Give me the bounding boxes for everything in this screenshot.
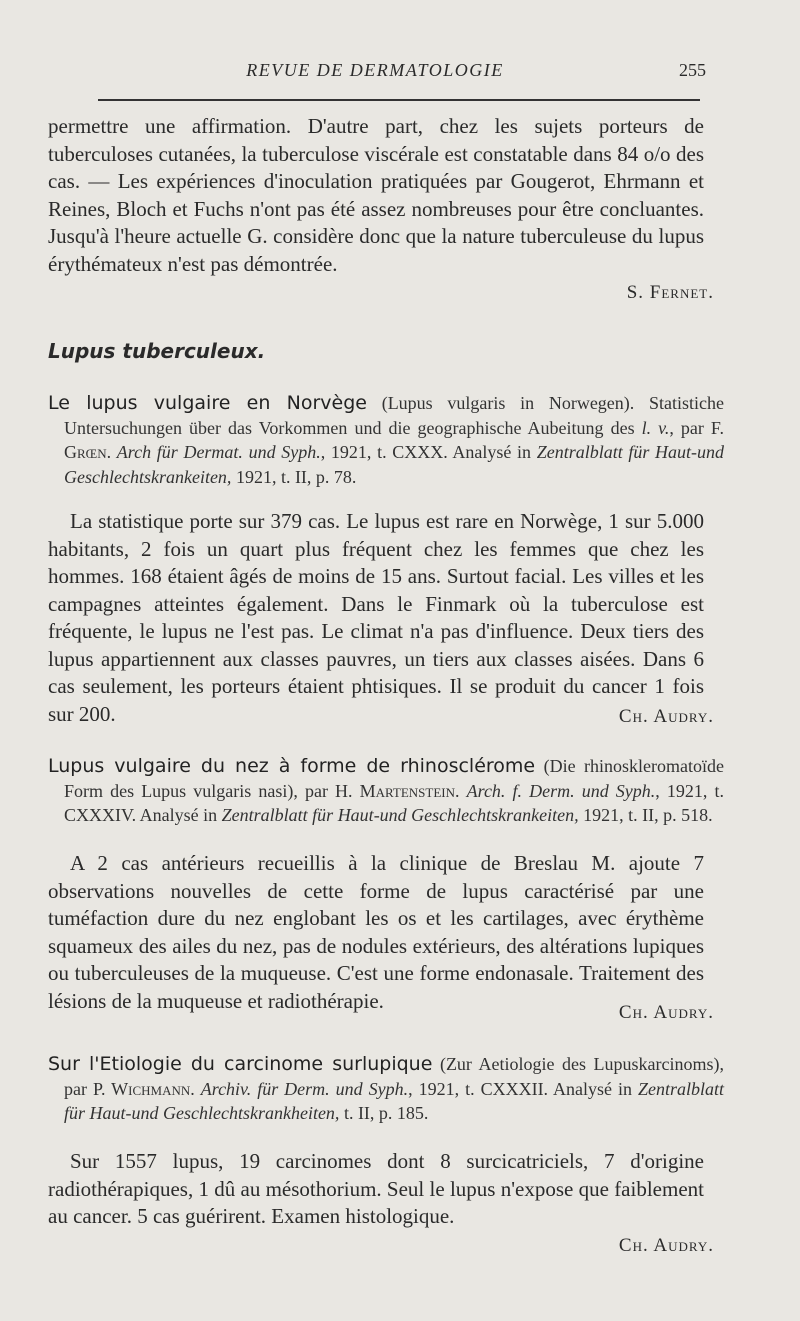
article-2-journal: Arch. f. Derm. und Syph.: [466, 780, 656, 801]
article-2-review: Zentralblatt für Haut-und Geschlechtskrankeiten,: [221, 805, 579, 825]
article-2-body: A 2 cas antérieurs recueillis à la clinique de Breslau M. ajoute 7 observations nouvelles de cette forme de lupus caractérisé par une tuméfaction dure du nez englobant les os et les cartilages, avec érythème squameux des ailes du nez, pas de nodules extérieurs, des altérations lupiques ou tuberculeuses de la muqueuse. C'est une forme endonasale. Traitement des lésions de la muqueuse et radiothérapie.: [48, 851, 704, 1013]
article-3-author: P. Wichmann.: [92, 1078, 195, 1099]
section-title: Lupus tuberculeux.: [48, 339, 266, 363]
article-1-author: F. Grœn.: [64, 417, 724, 462]
article-2-title: Lupus vulgaire du nez à forme de rhinosclérome: [48, 755, 536, 777]
page-header: [48, 60, 706, 88]
intro-signature: S. Fernet.: [626, 282, 714, 303]
article-2-signature: Ch. Audry.: [618, 1002, 714, 1023]
article-1-journal: Arch für Dermat. und Syph.: [116, 442, 321, 462]
article-3-review: Zentralblatt für Haut-und Geschlechtskrankheiten,: [64, 1078, 725, 1123]
article-1-heading: Le lupus vulgaire en Norvège (Lupus vulgaris in Norwegen). Statistiche Untersuchungen über das Vorkommen und die geographische Aubeitung des l. v., par F. Grœn. Arch für Dermat. und Syph., 1921, t. CXXX. Analysé in Zentralblatt für Haut-und Geschlechtskrankeiten, 1921, t. II, p. 78.: [48, 392, 725, 487]
article-1-title: Le lupus vulgaire en Norvège: [48, 392, 367, 414]
article-2-heading: Lupus vulgaire du nez à forme de rhinosclérome (Die rhinoskleromatoïde Form des Lupus vulgaris nasi), par H. Martenstein. Arch. f. Derm. und Syph., 1921, t. CXXXIV. Analysé in Zentralblatt für Haut-und Geschlechtskrankeiten, 1921, t. II, p. 518.: [48, 755, 724, 825]
article-3-body: Sur 1557 lupus, 19 carcinomes dont 8 surcicatriciels, 7 d'origine radiothérapiques, 1 dû au mésothorium. Seul le lupus n'expose que faiblement au cancer. 5 cas guérirent. Examen histologique.: [48, 1149, 704, 1228]
article-3-title: Sur l'Etiologie du carcinome surlupique: [48, 1053, 433, 1075]
article-3-signature: Ch. Audry.: [618, 1235, 714, 1256]
header-rule: [98, 99, 700, 101]
page-number: 255: [679, 60, 706, 80]
running-title: REVUE DE DERMATOLOGIE: [246, 60, 504, 80]
article-1-body: La statistique porte sur 379 cas. Le lupus est rare en Norwège, 1 sur 5.000 habitants, 2 fois un quart plus fréquent chez les femmes que chez les hommes. 168 étaient âgés de moins de 15 ans. Surtout facial. Les villes et les campagnes atteintes également. Dans le Finmark où la tuberculose est fréquente, le lupus ne l'est pas. Le climat n'a pas d'influence. Deux tiers des lupus appartiennent aux classes pauvres, un tiers aux classes aisées. Dans 6 cas seulement, les porteurs étaient phtisiques. Il se produit du cancer 1 fois sur 200.: [48, 509, 704, 726]
article-1-signature: Ch. Audry.: [618, 706, 714, 727]
article-1-review: Zentralblatt für Haut-und Geschlechtskrankeiten,: [64, 442, 725, 487]
article-3-heading: Sur l'Etiologie du carcinome surlupique (Zur Aetiologie des Lupuskarcinoms), par P. Wichmann. Archiv. für Derm. und Syph., 1921, t. CXXXII. Analysé in Zentralblatt für Haut-und Geschlechtskrankheiten, t. II, p. 185.: [48, 1053, 725, 1123]
article-2-author: H. Martenstein.: [335, 780, 460, 801]
article-3-journal: Archiv. für Derm. und Syph.: [200, 1078, 409, 1099]
intro-paragraph: permettre une affirmation. D'autre part, chez les sujets porteurs de tuberculoses cutanées, la tuberculose viscérale est constatable dans 84 o/o des cas. — Les expériences d'inoculation pratiquées par Gougerot, Ehrmann et Reines, Bloch et Fuchs n'ont pas été assez nombreuses pour être concluantes. Jusqu'à l'heure actuelle G. considère donc que la nature tuberculeuse du lupus érythémateux n'est pas démontrée.: [48, 114, 704, 276]
